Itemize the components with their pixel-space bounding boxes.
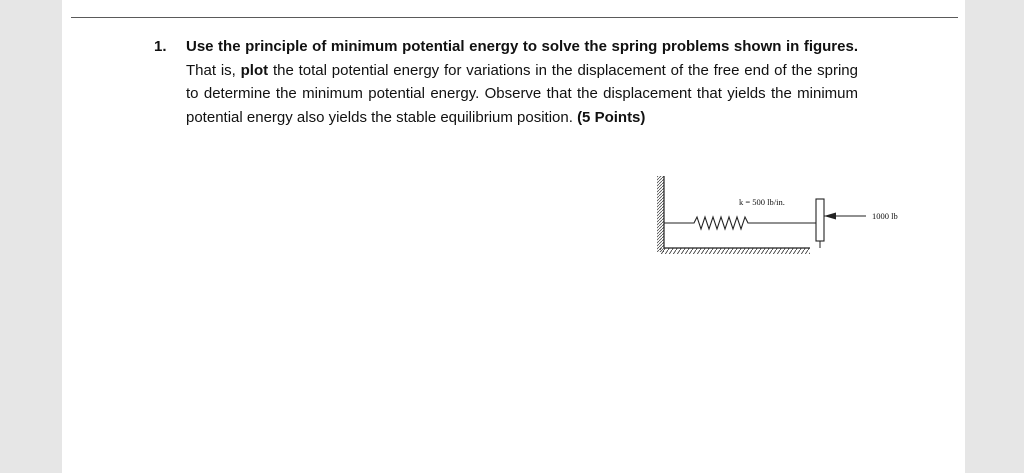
spring [664, 217, 816, 229]
force-label: 1000 lb [872, 211, 898, 221]
fixed-wall [657, 176, 664, 252]
question-text-part2: the total potential energy for variations in the displacement of the free end of the spring to determine the minimum potential energy. Observe that the displacement that yields the minimum potential energy also yields the stable equilibrium position. [186, 61, 858, 126]
document-page [62, 0, 965, 473]
spring-figure [656, 172, 898, 264]
question-1 [154, 35, 858, 129]
question-plot-word: plot [240, 61, 269, 79]
header-rule [71, 17, 958, 18]
question-points: (5 Points) [577, 108, 646, 126]
arrow-head-icon [824, 213, 836, 220]
ground [660, 248, 810, 254]
free-end-block [816, 199, 824, 241]
question-number: 1. [154, 38, 167, 55]
spring-constant-label: k = 500 lb/in. [739, 197, 785, 207]
question-intro: Use the principle of minimum potential energy to solve the spring problems shown in figures. [186, 38, 858, 55]
question-text-part1: That is, [186, 61, 241, 79]
